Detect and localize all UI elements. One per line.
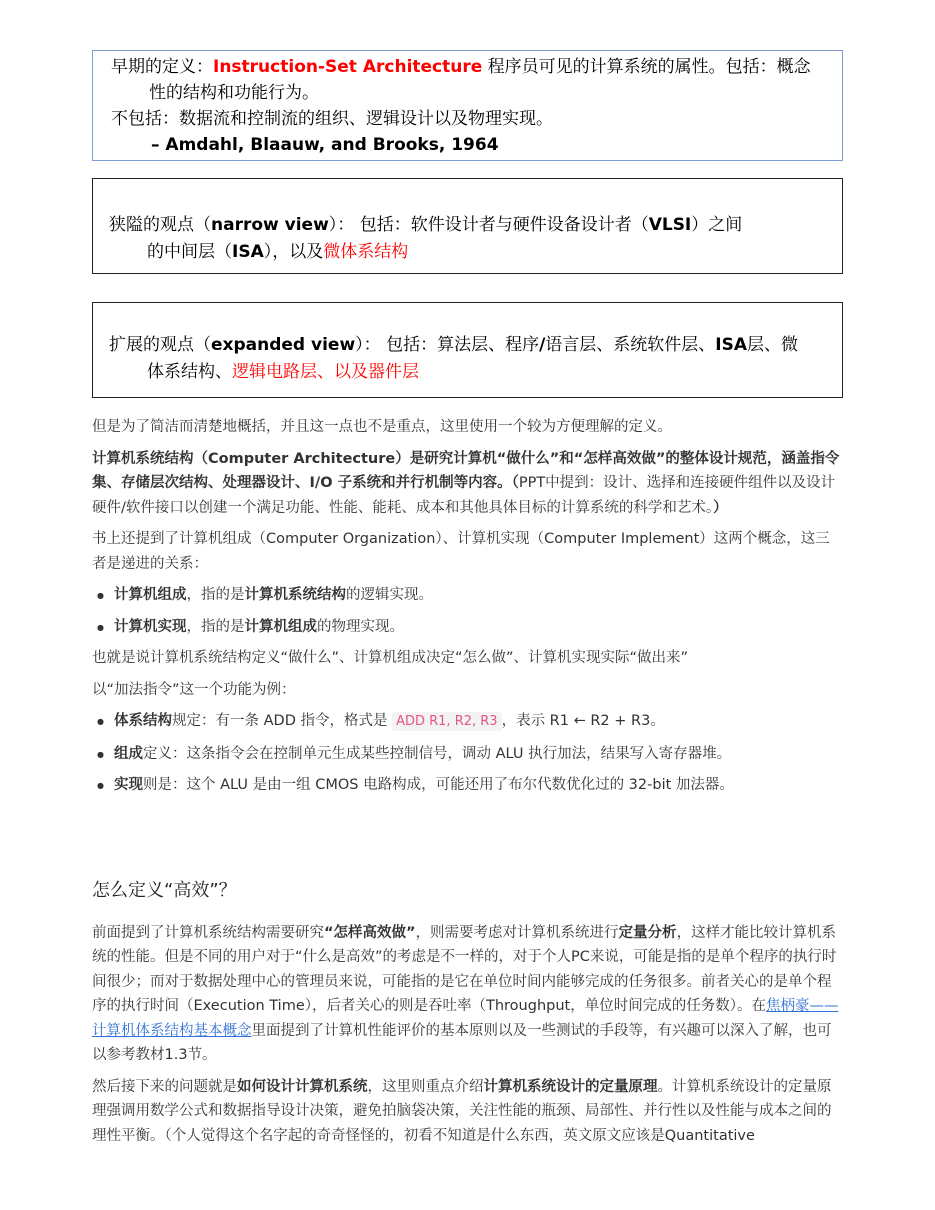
paragraph-design: 然后接下来的问题就是如何设计计算机系统，这里则重点介绍计算机系统设计的定量原理。计算机系统设计的定量原理强调用数学公式和数据指导设计决策，避免拍脑袋决策，关注性能的瓶颈、局部性、并行性以及性能与成本之间的理性平衡。（个人觉得这个名字起的奇奇怪怪的，初看不知道是什么东西，英文原文应该是Quantitative bbox=[92, 1078, 832, 1144]
isa-highlight: Instruction-Set Architecture bbox=[213, 57, 483, 77]
paragraph-example: 以“加法指令”这一个功能为例： bbox=[92, 681, 296, 698]
concept-list bbox=[92, 583, 843, 639]
paragraph-concepts: 书上还提到了计算机组成（Computer Organization）、计算机实现（Computer Implement）这两个概念，这三者是递进的关系： bbox=[92, 531, 830, 572]
early-definition-line2: 性的结构和功能行为。 bbox=[149, 83, 319, 103]
paragraph-efficiency: 前面提到了计算机系统结构需要研究“怎样高效做”，则需要考虑对计算机系统进行定量分析，这样才能比较计算机系统的性能。但是不同的用户对于“什么是高效”的考虑是不一样的，对于个人PC来说，可能是指的是单个程序的执行时间很少；而对于数据处理中心的管理员来说，可能指的是它在单位时间内能够完成的任务很多。前者关心的是单个程序的执行时间（Execution Time），后者关心的则是吞吐率（Throughput，单位时间完成的任务数）。在焦柄豪——计算机体系结构基本概念里面提到了计算机性能评价的基本原则以及一些测试的手段等，有兴趣可以深入了解，也可以参考教材1.3节。 bbox=[92, 924, 839, 1063]
narrow-view-line2: 的中间层（ISA），以及微体系结构 bbox=[147, 242, 409, 262]
early-definition-line3: 不包括：数据流和控制流的组织、逻辑设计以及物理实现。 bbox=[111, 109, 553, 129]
reference-link[interactable]: 焦柄豪——计算机体系结构基本概念 bbox=[92, 998, 839, 1039]
expanded-view-line1: 扩展的观点（expanded view）： 包括：算法层、程序/语言层、系统软件层、ISA层、微 bbox=[109, 335, 799, 355]
example-list bbox=[92, 709, 843, 798]
section-heading: 怎么定义“高效”？ bbox=[92, 879, 237, 901]
document-page bbox=[92, 50, 843, 1148]
paragraph-intro: 但是为了简洁而清楚地概括，并且这一点也不是重点，这里使用一个较为方便理解的定义。 bbox=[92, 419, 672, 435]
expanded-view-line2: 体系结构、逻辑电路层、以及器件层 bbox=[147, 362, 419, 382]
list-item: ● 计算机实现，指的是计算机组成的物理实现。 bbox=[114, 615, 843, 640]
definition-box-narrow bbox=[92, 178, 843, 274]
list-item: ● 计算机组成，指的是计算机系统结构的逻辑实现。 bbox=[114, 583, 843, 608]
paragraph-summary: 也就是说计算机系统结构定义“做什么”、计算机组成决定“怎么做”、计算机实现实际“做出来” bbox=[92, 650, 689, 666]
list-item: ● 组成定义：这条指令会在控制单元生成某些控制信号，调动 ALU 执行加法，结果写入寄存器堆。 bbox=[114, 742, 843, 767]
narrow-view-line1: 狭隘的观点（narrow view）： 包括：软件设计者与硬件设备设计者（VLSI）之间 bbox=[109, 215, 743, 235]
inline-code: ADD R1, R2, R3 bbox=[392, 712, 502, 731]
paragraph-definition: 计算机系统结构（Computer Architecture）是研究计算机“做什么”和“怎样高效做”的整体设计规范，涵盖指令集、存储层次结构、处理器设计、I/O 子系统和并行机制等内容。（PPT中提到：设计、选择和连接硬件组件以及设计硬件/软件接口以创建一个满足功能、性能、能耗、成本和其他具体目标的计算系统的科学和艺术。） bbox=[92, 450, 840, 516]
definition-box-early bbox=[92, 50, 843, 161]
list-item: ● 实现则是：这个 ALU 是由一组 CMOS 电路构成，可能还用了布尔代数优化过的 32-bit 加法器。 bbox=[114, 773, 843, 798]
definition-box-expanded bbox=[92, 302, 843, 398]
citation: – Amdahl, Blaauw, and Brooks, 1964 bbox=[151, 135, 499, 155]
list-item: ● 体系结构规定：有一条 ADD 指令，格式是 ADD R1, R2, R3 ，表示 R1 ← R2 + R3。 bbox=[114, 709, 843, 735]
early-definition-line1: 早期的定义：Instruction-Set Architecture 程序员可见的计算系统的属性。包括：概念 bbox=[111, 57, 811, 77]
